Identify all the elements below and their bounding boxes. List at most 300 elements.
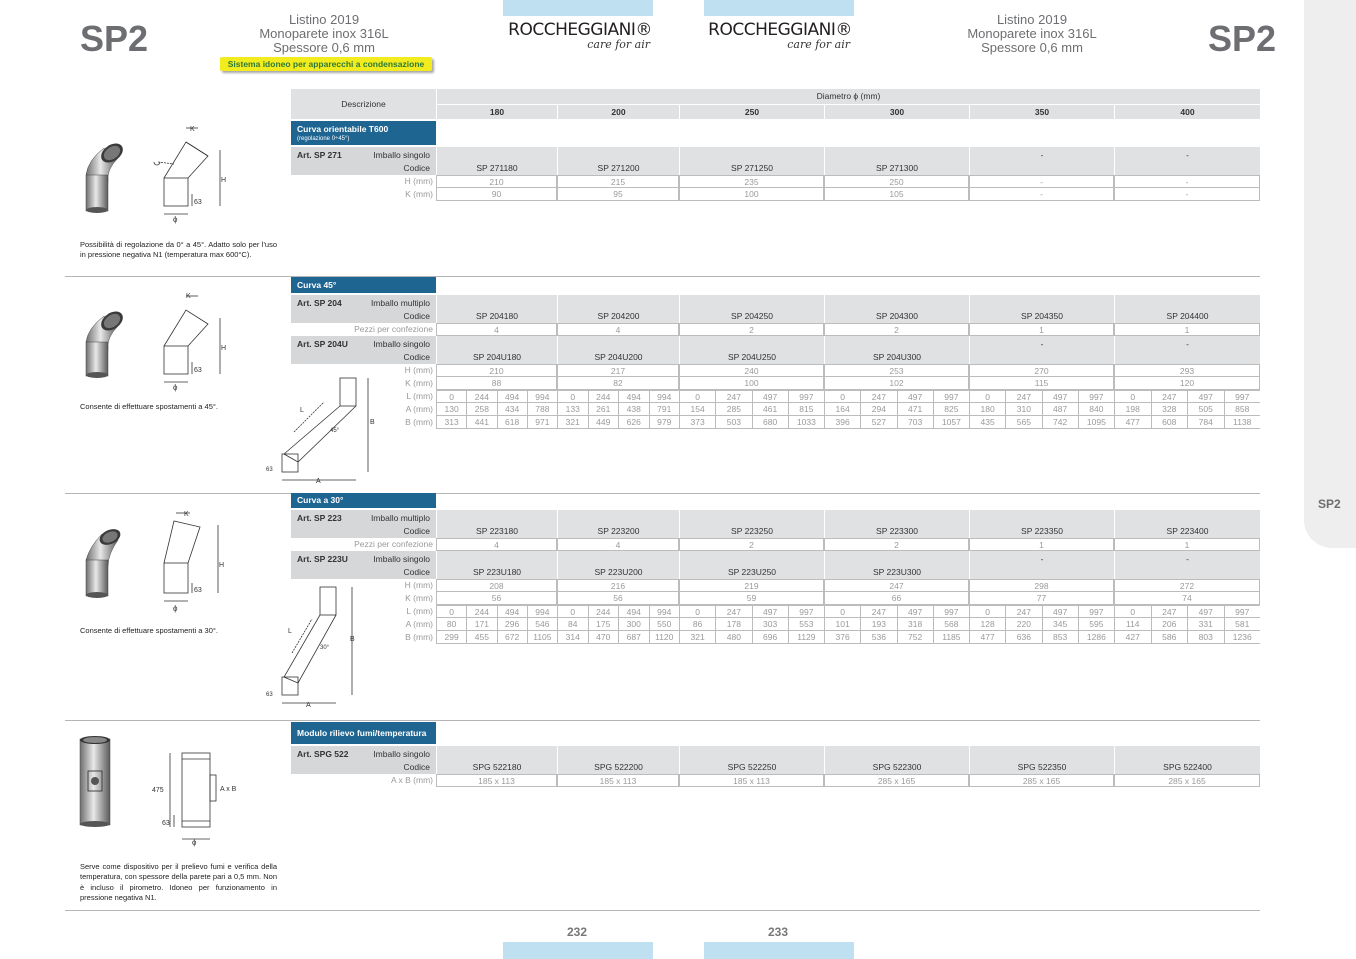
section-subtitle: (regolazione 0÷45°) xyxy=(297,136,350,142)
product-code: SPG 522180 xyxy=(472,762,522,772)
lab-value-cell: 494 xyxy=(618,605,649,618)
lab-value-cell: 303 xyxy=(752,618,788,631)
lab-value-cell: 427 xyxy=(1114,631,1151,644)
lab-value-cell: 994 xyxy=(527,390,557,403)
lab-value-cell: 244 xyxy=(466,390,496,403)
lab-value-cell: 595 xyxy=(1078,618,1114,631)
lab-value-cell: 997 xyxy=(933,605,969,618)
dim-axb: A x B xyxy=(220,786,237,793)
lab-value-cell: 568 xyxy=(933,618,969,631)
value-cell: 59 xyxy=(679,592,824,605)
section-title: Curva a 30° xyxy=(291,493,436,508)
lab-value-cell: 321 xyxy=(679,631,715,644)
product-code: SP 204U200 xyxy=(594,352,643,362)
value-cell: 285 x 165 xyxy=(1114,774,1260,787)
value-cell: 102 xyxy=(824,377,969,390)
product-code: SP 271200 xyxy=(597,163,640,173)
value-cell: 2 xyxy=(679,323,824,336)
brand-logo-right xyxy=(700,20,860,51)
product-description-1: Possibilità di regolazione da 0° a 45°. Adatto solo per l'uso in pressione negativa N1 (temperatura max 600°C). xyxy=(80,240,277,260)
value-cell: 56 xyxy=(436,592,557,605)
row-label: Pezzi per confezione xyxy=(354,539,433,549)
lab-value-cell: 788 xyxy=(527,403,557,416)
lab-value-cell: 114 xyxy=(1114,618,1151,631)
section-title: Curva 45° xyxy=(291,277,436,293)
dim-angle: 30° xyxy=(320,645,330,651)
value-cell: 217 xyxy=(557,364,679,377)
lab-value-cell: 997 xyxy=(788,605,824,618)
dim-a: A xyxy=(306,702,311,709)
lab-value-cell: 0 xyxy=(557,390,588,403)
page-number-right: 233 xyxy=(768,925,789,939)
lab-value-cell: 0 xyxy=(1114,605,1151,618)
lab-value-cell: 672 xyxy=(497,631,527,644)
lab-value-cell: 180 xyxy=(969,403,1005,416)
lab-value-cell: 470 xyxy=(588,631,619,644)
listino-year: Listino 2019 xyxy=(996,12,1068,27)
dim-h: H xyxy=(221,345,227,352)
listino-material: Monoparete inox 316L xyxy=(259,26,389,41)
value-cell: 253 xyxy=(824,364,969,377)
product-code: SP 204400 xyxy=(1166,311,1209,321)
lab-value-cell: 0 xyxy=(557,605,588,618)
value-cell: - xyxy=(1114,175,1260,188)
value-cell: 105 xyxy=(824,188,969,201)
value-cell: 120 xyxy=(1114,377,1260,390)
lab-value-cell: 550 xyxy=(649,618,680,631)
lab-value-cell: 313 xyxy=(436,416,466,429)
lab-value-cell: 373 xyxy=(679,416,715,429)
lab-value-cell: 791 xyxy=(649,403,680,416)
lab-value-cell: 581 xyxy=(1224,618,1261,631)
dim-k: K xyxy=(190,126,195,133)
lab-value-cell: 0 xyxy=(824,390,860,403)
price-list-info-left xyxy=(234,13,414,55)
packaging-type: Imballo multiplo xyxy=(370,513,430,523)
value-cell: 2 xyxy=(679,538,824,551)
dim-b: B xyxy=(350,636,355,643)
product-description-3: Consente di effettuare spostamenti a 30°. xyxy=(80,626,218,635)
technical-drawing-modulo-rilievo xyxy=(148,745,248,850)
lab-value-cell: 461 xyxy=(752,403,788,416)
dim-63: 63 xyxy=(266,467,273,473)
lab-value-cell: 1033 xyxy=(788,416,824,429)
section-divider xyxy=(65,493,1260,494)
product-code: - xyxy=(1040,554,1044,564)
lab-value-cell: 497 xyxy=(752,605,788,618)
value-cell: 74 xyxy=(1114,592,1260,605)
lab-value-cell: 310 xyxy=(1005,403,1041,416)
lab-value-cell: 497 xyxy=(897,390,933,403)
article-number: Art. SP 223 xyxy=(297,513,342,523)
lab-value-cell: 565 xyxy=(1005,416,1041,429)
value-cell: 250 xyxy=(824,175,969,188)
brand-tagline: care for air xyxy=(787,38,850,51)
value-cell: 210 xyxy=(436,175,557,188)
lab-value-cell: 505 xyxy=(1187,403,1224,416)
row-label: Pezzi per confezione xyxy=(354,324,433,334)
lab-value-cell: 376 xyxy=(824,631,860,644)
packaging-type: Imballo singolo xyxy=(373,150,430,160)
lab-value-cell: 471 xyxy=(897,403,933,416)
descrizione-header: Descrizione xyxy=(291,89,436,119)
brand-name: ROCCHEGGIANI® xyxy=(508,20,652,40)
section-title: Modulo rilievo fumi/temperatura xyxy=(291,722,436,744)
lab-value-cell: 696 xyxy=(752,631,788,644)
value-cell: 56 xyxy=(557,592,679,605)
value-cell: 4 xyxy=(557,323,679,336)
lab-value-cell: 331 xyxy=(1187,618,1224,631)
value-cell: 95 xyxy=(557,188,679,201)
technical-drawing-curva-orientabile xyxy=(150,120,230,225)
technical-drawing-curva-30 xyxy=(150,505,230,615)
lab-value-cell: 101 xyxy=(824,618,860,631)
lab-value-cell: 0 xyxy=(679,390,715,403)
top-tab-right xyxy=(704,0,854,16)
row-label: B (mm) xyxy=(405,632,433,642)
article-number: Art. SP 271 xyxy=(297,150,342,160)
lab-value-cell: 994 xyxy=(649,605,680,618)
lab-value-cell: 296 xyxy=(497,618,527,631)
lab-value-cell: 636 xyxy=(1005,631,1041,644)
lab-value-cell: 86 xyxy=(679,618,715,631)
product-code: SP 223350 xyxy=(1021,526,1063,536)
row-label: H (mm) xyxy=(404,176,433,186)
lab-value-cell: 480 xyxy=(715,631,751,644)
lab-value-cell: 994 xyxy=(527,605,557,618)
lab-value-cell: 1129 xyxy=(788,631,824,644)
lab-value-cell: 0 xyxy=(436,390,466,403)
lab-value-cell: 294 xyxy=(860,403,896,416)
packaging-type: Imballo multiplo xyxy=(370,298,430,308)
lab-value-cell: 175 xyxy=(588,618,619,631)
dim-phi: ϕ xyxy=(173,383,178,392)
lab-value-cell: 206 xyxy=(1151,618,1188,631)
value-cell: 100 xyxy=(679,188,824,201)
row-label: K (mm) xyxy=(405,378,433,388)
lab-value-cell: 497 xyxy=(1187,605,1224,618)
product-code: - xyxy=(1186,339,1189,349)
offset-drawing-curva-30 xyxy=(264,583,379,711)
lab-value-cell: 994 xyxy=(649,390,680,403)
lab-value-cell: 193 xyxy=(860,618,896,631)
bottom-tab-left xyxy=(503,942,653,959)
value-cell: 210 xyxy=(436,364,557,377)
lab-value-cell: 997 xyxy=(933,390,969,403)
value-cell: 272 xyxy=(1114,579,1260,592)
packaging-type: Imballo singolo xyxy=(373,554,430,564)
dim-phi: ϕ xyxy=(173,215,178,224)
lab-value-cell: 997 xyxy=(1078,390,1114,403)
dim-angle: 45° xyxy=(330,428,340,434)
value-cell: 185 x 113 xyxy=(557,774,679,787)
product-code: SPG 522350 xyxy=(1017,762,1067,772)
lab-value-cell: 536 xyxy=(860,631,896,644)
product-photo-curva-orientabile xyxy=(78,140,130,215)
section-title-text: Curva orientabile T600 xyxy=(297,124,389,134)
product-code: SP 204300 xyxy=(876,311,918,321)
lab-value-cell: 497 xyxy=(752,390,788,403)
column-header xyxy=(291,89,1260,119)
dim-63: 63 xyxy=(194,587,202,594)
lab-value-cell: 318 xyxy=(897,618,933,631)
product-description-4: Serve come dispositivo per il prelievo fumi e verifica della temperatura, con spessore della parete pari a 0,5 mm. Non è incluso il pirometro. Idoneo per funzionamento in pressione negativa N1. xyxy=(80,862,277,902)
diameter-column-header: 400 xyxy=(1115,105,1260,119)
lab-value-cell: 626 xyxy=(618,416,649,429)
series-title-right: SP2 xyxy=(1208,18,1277,59)
row-label: L (mm) xyxy=(406,606,433,616)
lab-value-cell: 261 xyxy=(588,403,619,416)
brand-logo-left xyxy=(500,20,660,51)
lab-value-cell: 258 xyxy=(466,403,496,416)
lab-value-cell: 527 xyxy=(860,416,896,429)
lab-value-cell: 979 xyxy=(649,416,680,429)
lab-value-cell: 220 xyxy=(1005,618,1041,631)
diameter-column-header: 300 xyxy=(825,105,969,119)
product-code: - xyxy=(1040,339,1044,349)
lab-value-cell: 1138 xyxy=(1224,416,1261,429)
lab-value-cell: 80 xyxy=(436,618,466,631)
lab-value-cell: 815 xyxy=(788,403,824,416)
code-label: Codice xyxy=(403,762,430,772)
lab-value-cell: 618 xyxy=(497,416,527,429)
lab-value-cell: 853 xyxy=(1042,631,1078,644)
value-cell: 4 xyxy=(436,323,557,336)
lab-value-cell: 1286 xyxy=(1078,631,1114,644)
brand-tagline: care for air xyxy=(587,38,650,51)
lab-value-cell: 299 xyxy=(436,631,466,644)
dim-k: K xyxy=(186,293,191,300)
lab-value-cell: 1120 xyxy=(649,631,680,644)
product-code: SP 223U300 xyxy=(872,567,922,577)
lab-value-cell: 247 xyxy=(1005,605,1041,618)
lab-value-cell: 244 xyxy=(466,605,496,618)
product-code: SP 271300 xyxy=(876,163,918,173)
lab-value-cell: 345 xyxy=(1042,618,1078,631)
lab-value-cell: 497 xyxy=(1042,390,1078,403)
value-cell: 4 xyxy=(436,538,557,551)
row-label: A (mm) xyxy=(405,619,433,629)
value-cell: 4 xyxy=(557,538,679,551)
technical-drawing-curva-45 xyxy=(150,288,230,393)
value-cell: 1 xyxy=(969,323,1114,336)
diameter-header: Diametro ϕ (mm) xyxy=(437,89,1260,104)
lab-value-cell: 703 xyxy=(897,416,933,429)
lab-value-cell: 441 xyxy=(466,416,496,429)
code-label: Codice xyxy=(403,352,430,362)
product-code: SP 223400 xyxy=(1166,526,1209,536)
lab-value-cell: 133 xyxy=(557,403,588,416)
article-number: Art. SP 204 xyxy=(297,298,342,308)
lab-value-cell: 784 xyxy=(1187,416,1224,429)
lab-value-cell: 435 xyxy=(969,416,1005,429)
lab-value-cell: 1185 xyxy=(933,631,969,644)
lab-value-cell: 687 xyxy=(618,631,649,644)
row-label: K (mm) xyxy=(405,189,433,199)
lab-value-cell: 164 xyxy=(824,403,860,416)
listino-year: Listino 2019 xyxy=(288,12,360,27)
value-cell: 215 xyxy=(557,175,679,188)
lab-value-cell: 0 xyxy=(1114,390,1151,403)
row-label: A (mm) xyxy=(405,404,433,414)
value-cell: 235 xyxy=(679,175,824,188)
lab-value-cell: 497 xyxy=(1042,605,1078,618)
lab-value-cell: 247 xyxy=(860,605,896,618)
section-title xyxy=(291,121,436,145)
dim-475: 475 xyxy=(152,787,164,794)
value-cell: 90 xyxy=(436,188,557,201)
product-code: SP 204200 xyxy=(597,311,640,321)
lab-value-cell: 247 xyxy=(1151,390,1188,403)
lab-value-cell: 455 xyxy=(466,631,496,644)
lab-value-cell: 0 xyxy=(969,605,1005,618)
product-code: SP 223180 xyxy=(476,526,518,536)
lab-value-cell: 247 xyxy=(1005,390,1041,403)
product-code: SP 271250 xyxy=(731,163,773,173)
lab-value-cell: 1105 xyxy=(527,631,557,644)
dim-phi: ϕ xyxy=(173,604,178,613)
offset-drawing-curva-45 xyxy=(264,372,379,487)
lab-value-cell: 314 xyxy=(557,631,588,644)
lab-value-cell: 742 xyxy=(1042,416,1078,429)
product-photo-curva-45 xyxy=(78,308,130,380)
condensation-badge: Sistema idoneo per apparecchi a condensazione xyxy=(220,57,432,71)
lab-value-cell: 171 xyxy=(466,618,496,631)
row-label: A x B (mm) xyxy=(390,775,433,785)
dim-l: L xyxy=(300,407,304,414)
article-number: Art. SP 204U xyxy=(297,339,348,349)
product-code: - xyxy=(1040,150,1044,160)
value-cell: 285 x 165 xyxy=(969,774,1114,787)
article-number: Art. SP 223U xyxy=(297,554,348,564)
row-label: L (mm) xyxy=(406,391,433,401)
lab-value-cell: 449 xyxy=(588,416,619,429)
listino-thickness: Spessore 0,6 mm xyxy=(273,40,375,55)
product-photo-curva-30 xyxy=(78,526,128,600)
dim-phi: ϕ xyxy=(192,838,197,847)
value-cell: 1 xyxy=(1114,323,1260,336)
diameter-column-header: 200 xyxy=(558,105,679,119)
product-code: SP 223200 xyxy=(597,526,640,536)
product-code: SPG 522250 xyxy=(727,762,777,772)
product-description-2: Consente di effettuare spostamenti a 45°. xyxy=(80,402,218,411)
lab-value-cell: 840 xyxy=(1078,403,1114,416)
lab-value-cell: 396 xyxy=(824,416,860,429)
value-cell: - xyxy=(969,175,1114,188)
lab-value-cell: 997 xyxy=(788,390,824,403)
value-cell: 1 xyxy=(969,538,1114,551)
product-code: - xyxy=(1186,554,1189,564)
code-label: Codice xyxy=(403,311,430,321)
lab-value-cell: 247 xyxy=(715,390,751,403)
dim-b: B xyxy=(370,419,375,426)
product-code: SPG 522400 xyxy=(1163,762,1212,772)
value-cell: 219 xyxy=(679,579,824,592)
lab-value-cell: 178 xyxy=(715,618,751,631)
value-cell: 298 xyxy=(969,579,1114,592)
product-code: SP 204350 xyxy=(1021,311,1063,321)
product-code: SP 204180 xyxy=(476,311,518,321)
value-cell: 88 xyxy=(436,377,557,390)
side-tab xyxy=(1304,0,1356,548)
code-label: Codice xyxy=(403,567,430,577)
section-divider xyxy=(65,276,1260,277)
lab-value-cell: 503 xyxy=(715,416,751,429)
dim-h: H xyxy=(219,562,225,569)
lab-value-cell: 0 xyxy=(969,390,1005,403)
lab-value-cell: 1057 xyxy=(933,416,969,429)
lab-value-cell: 244 xyxy=(588,605,619,618)
value-cell: 66 xyxy=(824,592,969,605)
value-cell: 115 xyxy=(969,377,1114,390)
lab-value-cell: 438 xyxy=(618,403,649,416)
lab-value-cell: 285 xyxy=(715,403,751,416)
lab-value-cell: 608 xyxy=(1151,416,1188,429)
product-code: SPG 522300 xyxy=(872,762,922,772)
top-tab-left xyxy=(503,0,653,16)
price-list-info-right xyxy=(942,13,1122,55)
lab-value-cell: 494 xyxy=(618,390,649,403)
lab-value-cell: 434 xyxy=(497,403,527,416)
product-code: SP 223U250 xyxy=(727,567,777,577)
series-title-left: SP2 xyxy=(80,18,149,59)
value-cell: - xyxy=(969,188,1114,201)
diameter-column-header: 250 xyxy=(680,105,824,119)
value-cell: 208 xyxy=(436,579,557,592)
lab-value-cell: 825 xyxy=(933,403,969,416)
dim-63: 63 xyxy=(162,820,170,827)
section-divider xyxy=(65,910,1260,911)
value-cell: 100 xyxy=(679,377,824,390)
product-code: SP 223U200 xyxy=(594,567,643,577)
dim-h: H xyxy=(221,177,227,184)
row-label: K (mm) xyxy=(405,593,433,603)
page-number-left: 232 xyxy=(567,925,588,939)
lab-value-cell: 0 xyxy=(824,605,860,618)
lab-value-cell: 0 xyxy=(436,605,466,618)
bottom-tab-right xyxy=(704,942,854,959)
product-code: SPG 522200 xyxy=(594,762,643,772)
lab-value-cell: 546 xyxy=(527,618,557,631)
product-code: SP 223U180 xyxy=(472,567,522,577)
listino-thickness: Spessore 0,6 mm xyxy=(981,40,1083,55)
packaging-type: Imballo singolo xyxy=(373,749,430,759)
lab-value-cell: 586 xyxy=(1151,631,1188,644)
diameter-column-header: 350 xyxy=(970,105,1114,119)
section-divider xyxy=(65,720,1260,721)
product-code: SP 223300 xyxy=(876,526,918,536)
lab-value-cell: 997 xyxy=(1224,605,1261,618)
lab-value-cell: 247 xyxy=(860,390,896,403)
value-cell: 82 xyxy=(557,377,679,390)
product-code: SP 223250 xyxy=(731,526,773,536)
value-cell: 185 x 113 xyxy=(436,774,557,787)
lab-value-cell: 128 xyxy=(969,618,1005,631)
lab-value-cell: 1095 xyxy=(1078,416,1114,429)
value-cell: 293 xyxy=(1114,364,1260,377)
lab-value-cell: 803 xyxy=(1187,631,1224,644)
brand-name: ROCCHEGGIANI® xyxy=(708,20,852,40)
value-cell: 247 xyxy=(824,579,969,592)
product-code: SP 204U180 xyxy=(472,352,522,362)
lab-value-cell: 1236 xyxy=(1224,631,1261,644)
lab-value-cell: 84 xyxy=(557,618,588,631)
dim-63: 63 xyxy=(266,692,273,698)
lab-value-cell: 300 xyxy=(618,618,649,631)
lab-value-cell: 477 xyxy=(1114,416,1151,429)
lab-value-cell: 328 xyxy=(1151,403,1188,416)
dim-a: A xyxy=(316,478,321,485)
